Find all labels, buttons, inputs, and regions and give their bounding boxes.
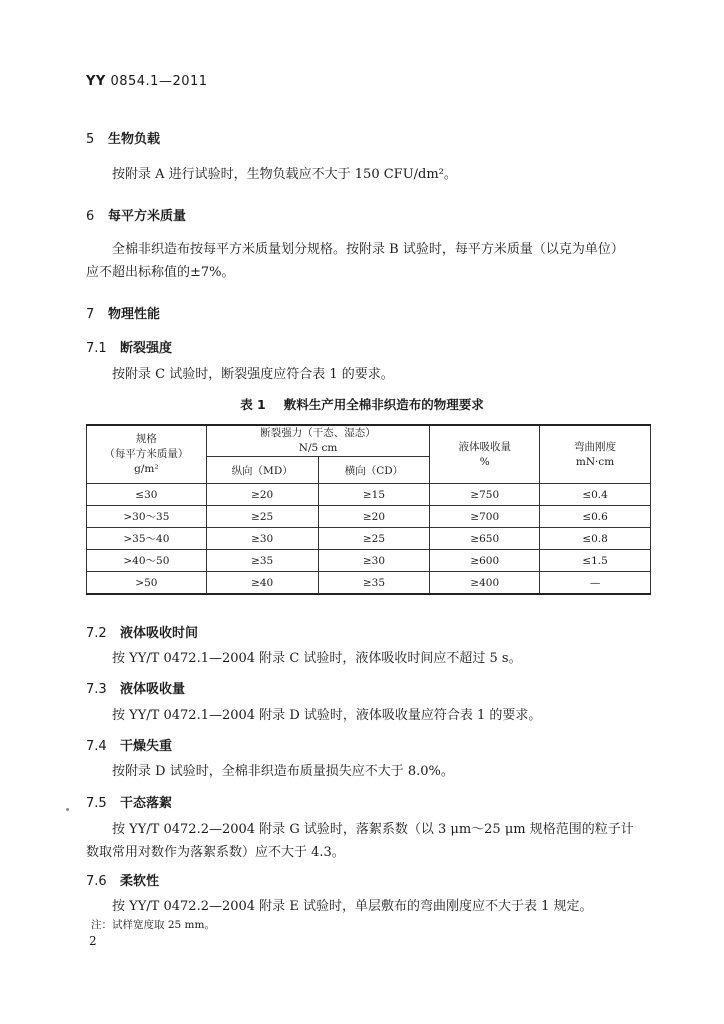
- section-7-4-heading: 7.4 干燥失重: [86, 739, 173, 754]
- section-7-5-title: 干态落絮: [120, 796, 173, 811]
- cell-md: ≥25: [206, 506, 318, 528]
- cell-spec: >35～40: [87, 528, 207, 550]
- section-7-2-body: 按 YY/T 0472.1—2004 附录 C 试验时，液体吸收时间应不超过 5 s。: [112, 651, 522, 666]
- cell-cd: ≥30: [318, 550, 430, 572]
- section-7-6-title: 柔软性: [120, 874, 160, 889]
- cell-md: ≥30: [206, 528, 318, 550]
- section-5-body: 按附录 A 进行试验时，生物负载应不大于 150 CFU/dm²。: [112, 167, 457, 182]
- header-spec-sub: （每平方米质量）: [104, 448, 189, 460]
- section-7-1-heading: 7.1 断裂强度: [86, 341, 173, 356]
- section-7-3-title: 液体吸收量: [120, 682, 186, 697]
- header-bend-label: 弯曲刚度: [574, 440, 617, 453]
- cell-cd: ≥20: [318, 506, 430, 528]
- section-5-title: 生物负载: [108, 132, 161, 147]
- standard-id: [86, 74, 208, 89]
- table-1-caption: [0, 395, 724, 413]
- cell-bend: ≤0.6: [540, 506, 651, 528]
- cell-md: ≥20: [206, 484, 318, 506]
- cell-absorb: ≥650: [430, 528, 540, 550]
- header-strength: [206, 425, 430, 457]
- section-7-3-heading: 7.3 液体吸收量: [86, 682, 186, 697]
- cell-spec: >40～50: [87, 550, 207, 572]
- table-1-title: 敷料生产用全棉非织造布的物理要求: [283, 397, 484, 412]
- cell-cd: ≥15: [318, 484, 430, 506]
- scan-speck: [66, 808, 69, 811]
- section-7-title: 物理性能: [108, 307, 161, 322]
- cell-spec: >50: [87, 572, 207, 595]
- section-6-title: 每平方米质量: [108, 209, 187, 224]
- cell-bend: ≤0.4: [540, 484, 651, 506]
- section-7-5-body: 按 YY/T 0472.2—2004 附录 G 试验时，落絮系数（以 3 μm～25 μm 规格范围的粒子计数取常用对数作为落絮系数）应不大于 4.3。: [86, 822, 634, 860]
- section-7-6-note: 注：试样宽度取 25 mm。: [91, 919, 215, 931]
- section-7-5-heading: 7.5 干态落絮: [86, 796, 173, 811]
- cell-absorb: ≥700: [430, 506, 540, 528]
- section-7-2-title: 液体吸收时间: [120, 626, 199, 641]
- table-row: [87, 528, 651, 550]
- section-7-1-body: 按附录 C 试验时，断裂强度应符合表 1 的要求。: [112, 367, 394, 382]
- header-absorb: [430, 425, 540, 484]
- table-row: [87, 572, 651, 595]
- section-7-1-title: 断裂强度: [120, 341, 173, 356]
- cell-spec: >30～35: [87, 506, 207, 528]
- cell-md: ≥40: [206, 572, 318, 595]
- table-row: [87, 506, 651, 528]
- header-spec: [87, 425, 207, 484]
- standard-id-prefix: YY: [86, 74, 106, 89]
- table-row: [87, 484, 651, 506]
- cell-absorb: ≥600: [430, 550, 540, 572]
- section-5-heading: 5 生物负载: [86, 132, 161, 147]
- section-7-6-body: 按 YY/T 0472.2—2004 附录 E 试验时，单层敷布的弯曲刚度应不大于表 1 规定。: [112, 899, 593, 914]
- cell-bend: ≤1.5: [540, 550, 651, 572]
- section-7-4-body: 按附录 D 试验时，全棉非织造布质量损失应不大于 8.0%。: [112, 764, 454, 779]
- section-7-6-heading: 7.6 柔软性: [86, 874, 160, 889]
- header-strength-unit: N/5 cm: [298, 442, 338, 454]
- header-absorb-label: 液体吸收量: [458, 440, 511, 453]
- table-1-number: 表 1: [240, 397, 266, 412]
- section-7-heading: 7 物理性能: [86, 307, 161, 322]
- header-absorb-unit: %: [479, 455, 490, 468]
- section-6-body: 全棉非织造布按每平方米质量划分规格。按附录 B 试验时，每平方米质量（以克为单位）应不超出标称值的±7%。: [86, 242, 624, 280]
- header-strength-label: 断裂强力（干态、湿态）: [260, 427, 376, 439]
- page-number: 2: [89, 934, 97, 948]
- cell-md: ≥35: [206, 550, 318, 572]
- section-7-2-heading: 7.2 液体吸收时间: [86, 626, 199, 641]
- header-cd: 横向（CD）: [318, 457, 430, 484]
- header-bend: [540, 425, 651, 484]
- cell-absorb: ≥750: [430, 484, 540, 506]
- cell-cd: ≥35: [318, 572, 430, 595]
- cell-bend: —: [540, 572, 651, 595]
- cell-bend: ≤0.8: [540, 528, 651, 550]
- table-row: [87, 550, 651, 572]
- section-6-heading: 6 每平方米质量: [86, 209, 187, 224]
- header-spec-label: 规格: [135, 433, 157, 445]
- header-md: 纵向（MD）: [206, 457, 318, 484]
- section-7-4-title: 干燥失重: [120, 739, 173, 754]
- table-1: [86, 424, 651, 595]
- standard-id-number: 0854.1—2011: [110, 74, 208, 89]
- cell-absorb: ≥400: [430, 572, 540, 595]
- header-spec-unit: g/m²: [134, 463, 159, 475]
- header-bend-unit: mN·cm: [575, 455, 615, 468]
- cell-spec: ≤30: [87, 484, 207, 506]
- cell-cd: ≥25: [318, 528, 430, 550]
- section-7-3-body: 按 YY/T 0472.1—2004 附录 D 试验时，液体吸收量应符合表 1 的要求。: [112, 708, 542, 723]
